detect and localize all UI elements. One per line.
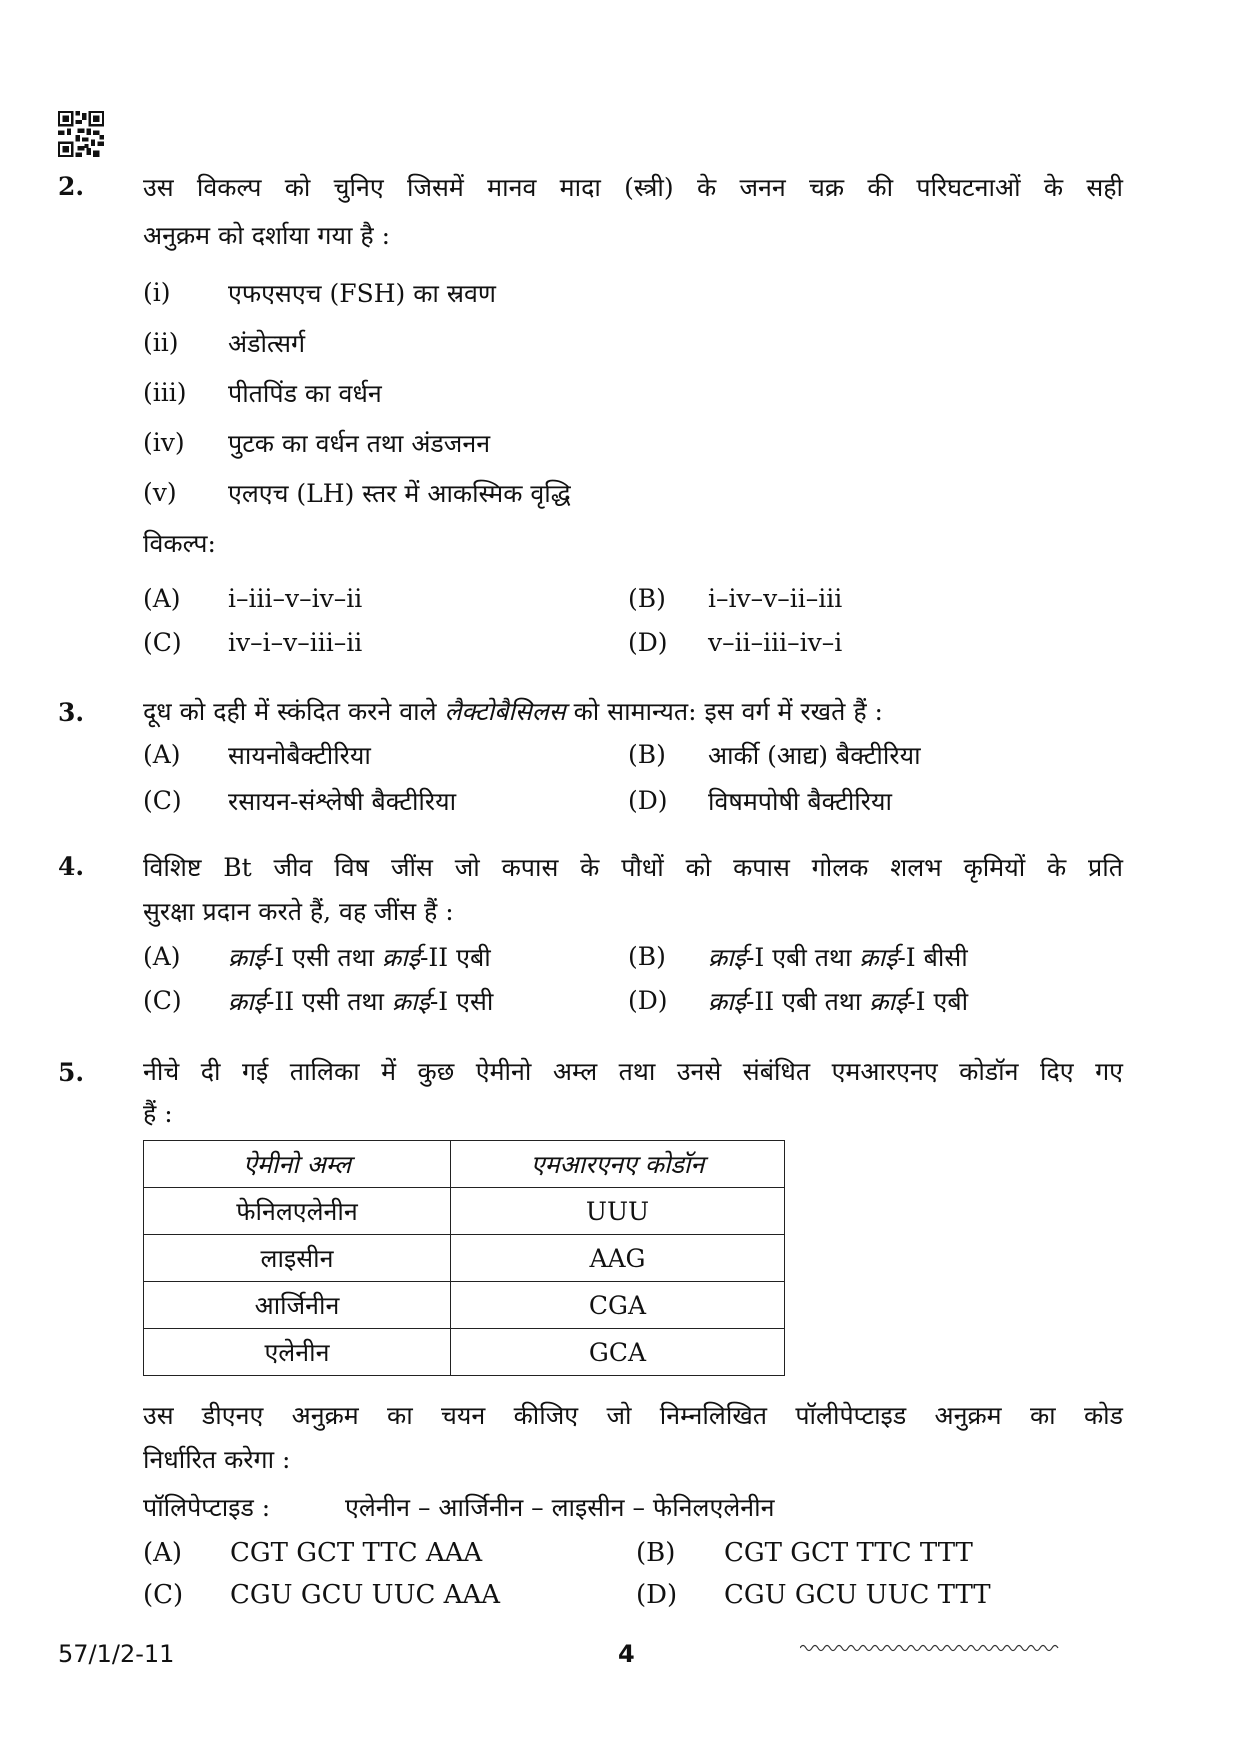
table-row (144, 1235, 785, 1282)
option-b-label: (B) (636, 1538, 676, 1568)
table-cell: UUU (451, 1188, 785, 1235)
table-cell: एलेनीन (144, 1329, 451, 1376)
question-5-text-line-3: उस डीएनए अनुक्रम का चयन कीजिए जो निम्नलिखित पॉलीपेप्टाइड अनुक्रम का कोड (143, 1401, 1123, 1430)
option-d-text: v–ii–iii–iv–i (708, 628, 843, 657)
option-d-label: (D) (628, 628, 668, 657)
list-item-number: (ii) (143, 328, 179, 357)
list-item-text: पुटक का वर्धन तथा अंडजनन (228, 429, 491, 458)
option-a-text: सायनोबैक्टीरिया (228, 741, 371, 770)
table-header-cell: एमआरएनए कोडॉन (451, 1141, 785, 1188)
option-d-text: CGU GCU UUC TTT (724, 1580, 991, 1610)
page-number: 4 (618, 1640, 635, 1668)
question-4-text-line-2: सुरक्षा प्रदान करते हैं, वह जींस हैं : (143, 897, 454, 926)
paper-code: 57/1/2-11 (58, 1640, 175, 1668)
option-a-text: क्राई-I एसी तथा क्राई-II एबी (228, 943, 491, 972)
option-c-label: (C) (143, 786, 182, 815)
option-d-text: क्राई-II एबी तथा क्राई-I एबी (708, 987, 969, 1016)
wavy-line-decoration (800, 1636, 1060, 1660)
option-d-text: विषमपोषी बैक्टीरिया (708, 787, 892, 816)
list-item-number: (iii) (143, 378, 187, 407)
option-c-text: CGU GCU UUC AAA (230, 1580, 500, 1610)
question-4-text-line-1: विशिष्ट Bt जीव विष जींस जो कपास के पौधों को कपास गोलक शलभ कृमियों के प्रति (143, 853, 1123, 882)
table-cell: AAG (451, 1235, 785, 1282)
option-c-text: रसायन-संश्लेषी बैक्टीरिया (228, 787, 457, 816)
option-a-text: CGT GCT TTC AAA (230, 1538, 483, 1568)
question-5-text-line-2: हैं : (143, 1099, 173, 1128)
table-row (144, 1188, 785, 1235)
table-cell: लाइसीन (144, 1235, 451, 1282)
list-item-text: अंडोत्सर्ग (228, 329, 306, 358)
option-d-label: (D) (636, 1580, 678, 1610)
option-a-label: (A) (143, 584, 181, 613)
question-5-text-line-4: निर्धारित करेगा : (143, 1445, 291, 1474)
question-5-text-line-1: नीचे दी गई तालिका में कुछ ऐमीनो अम्ल तथा उनसे संबंधित एमआरएनए कोडॉन दिए गए (143, 1057, 1123, 1086)
list-item-text: पीतपिंड का वर्धन (228, 379, 382, 408)
option-b-text: CGT GCT TTC TTT (724, 1538, 973, 1568)
option-d-label: (D) (628, 986, 668, 1015)
table-header-row (144, 1141, 785, 1188)
polypeptide-label: पॉलिपेप्टाइड : (143, 1493, 271, 1522)
list-item-number: (i) (143, 278, 171, 307)
qr-code-icon (58, 111, 104, 157)
option-c-label: (C) (143, 986, 182, 1015)
list-item-text: एलएच (LH) स्तर में आकस्मिक वृद्धि (228, 479, 571, 508)
table-cell: GCA (451, 1329, 785, 1376)
question-3-number: 3. (58, 698, 85, 727)
option-c-text: iv–i–v–iii–ii (228, 628, 363, 657)
list-item-number: (v) (143, 478, 177, 507)
option-b-label: (B) (628, 942, 666, 971)
table-row (144, 1329, 785, 1376)
option-b-text: i–iv–v–ii–iii (708, 584, 843, 613)
option-b-text: आर्की (आद्य) बैक्टीरिया (708, 741, 921, 770)
list-item-number: (iv) (143, 428, 185, 457)
option-a-text: i–iii–v–iv–ii (228, 584, 363, 613)
table-cell: फेनिलएलेनीन (144, 1188, 451, 1235)
option-b-label: (B) (628, 584, 666, 613)
option-b-label: (B) (628, 740, 666, 769)
option-a-label: (A) (143, 1538, 183, 1568)
options-label: विकल्प: (143, 529, 216, 558)
question-5-number: 5. (58, 1058, 85, 1087)
option-a-label: (A) (143, 740, 181, 769)
table-header-cell: ऐमीनो अम्ल (144, 1141, 451, 1188)
option-d-label: (D) (628, 786, 668, 815)
question-2-number: 2. (58, 172, 85, 201)
table-row (144, 1282, 785, 1329)
option-c-label: (C) (143, 628, 182, 657)
table-cell: CGA (451, 1282, 785, 1329)
option-c-text: क्राई-II एसी तथा क्राई-I एसी (228, 987, 494, 1016)
amino-acid-codon-table (143, 1140, 785, 1376)
polypeptide-sequence: एलेनीन – आर्जिनीन – लाइसीन – फेनिलएलेनीन (345, 1493, 775, 1522)
table-cell: आर्जिनीन (144, 1282, 451, 1329)
question-2-text-line-2: अनुक्रम को दर्शाया गया है : (143, 221, 391, 250)
question-3-text: दूध को दही में स्कंदित करने वाले लैक्टोबैसिलस को सामान्यत: इस वर्ग में रखते हैं : (143, 697, 883, 726)
question-4-number: 4. (58, 852, 85, 881)
lactobacillus-italic: लैक्टोबैसिलस (444, 697, 566, 726)
question-2-text-line-1: उस विकल्प को चुनिए जिसमें मानव मादा (स्त्री) के जनन चक्र की परिघटनाओं के सही (143, 173, 1123, 202)
option-b-text: क्राई-I एबी तथा क्राई-I बीसी (708, 943, 968, 972)
list-item-text: एफएसएच (FSH) का स्रवण (228, 279, 496, 308)
option-a-label: (A) (143, 942, 181, 971)
option-c-label: (C) (143, 1580, 184, 1610)
